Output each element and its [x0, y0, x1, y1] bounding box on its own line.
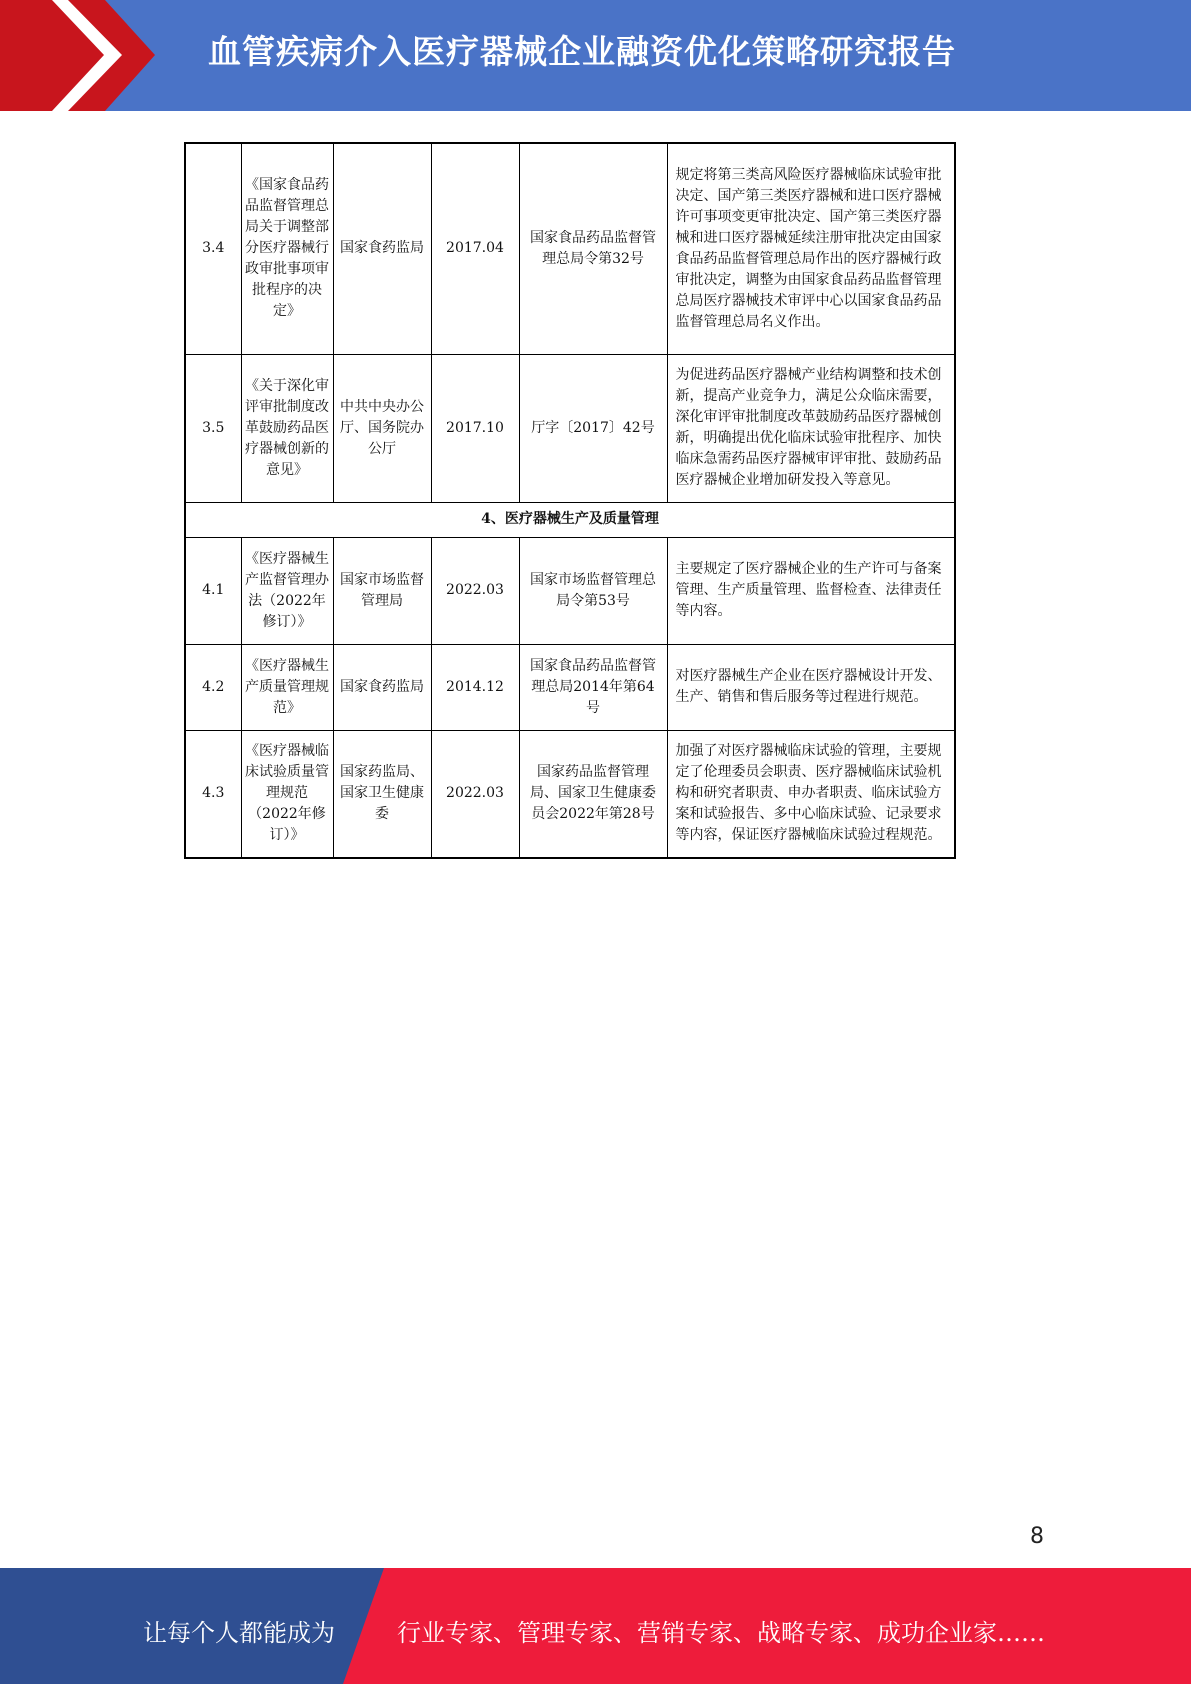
issuing-authority: 国家药监局、国家卫生健康委 — [333, 730, 431, 858]
header-arrow-decoration — [0, 0, 160, 111]
issuing-authority: 国家食药监局 — [333, 143, 431, 354]
issue-date: 2022.03 — [431, 537, 519, 644]
document-number: 国家食品药品监督管理总局2014年第64号 — [519, 644, 667, 730]
regulation-name: 《关于深化审评审批制度改革鼓励药品医疗器械创新的意见》 — [241, 354, 333, 502]
issue-date: 2017.10 — [431, 354, 519, 502]
issuing-authority: 国家市场监督管理局 — [333, 537, 431, 644]
issuing-authority: 国家食药监局 — [333, 644, 431, 730]
document-number: 厅字〔2017〕42号 — [519, 354, 667, 502]
row-number: 3.4 — [185, 143, 241, 354]
regulation-description: 为促进药品医疗器械产业结构调整和技术创新，提高产业竞争力，满足公众临床需要，深化审评审批制度改革鼓励药品医疗器械创新，明确提出优化临床试验审批程序、加快临床急需药品医疗器械审评审批、鼓励药品医疗器械企业增加研发投入等意见。 — [667, 354, 955, 502]
document-number: 国家市场监督管理总局令第53号 — [519, 537, 667, 644]
page-header — [0, 0, 1191, 111]
row-number: 4.2 — [185, 644, 241, 730]
table-row — [185, 354, 955, 502]
table-row — [185, 537, 955, 644]
regulation-description: 主要规定了医疗器械企业的生产许可与备案管理、生产质量管理、监督检查、法律责任等内容。 — [667, 537, 955, 644]
document-number: 国家食品药品监督管理总局令第32号 — [519, 143, 667, 354]
issue-date: 2017.04 — [431, 143, 519, 354]
table-row — [185, 644, 955, 730]
document-number: 国家药品监督管理局、国家卫生健康委员会2022年第28号 — [519, 730, 667, 858]
regulation-name: 《医疗器械生产监督管理办法（2022年修订）》 — [241, 537, 333, 644]
table-row — [185, 143, 955, 354]
regulation-table — [184, 142, 956, 859]
issuing-authority: 中共中央办公厅、国务院办公厅 — [333, 354, 431, 502]
issue-date: 2022.03 — [431, 730, 519, 858]
table-row — [185, 730, 955, 858]
section-title: 4、医疗器械生产及质量管理 — [185, 502, 955, 537]
section-header-row — [185, 502, 955, 537]
regulation-description: 规定将第三类高风险医疗器械临床试验审批决定、国产第三类医疗器械和进口医疗器械许可事项变更审批决定、国产第三类医疗器械和进口医疗器械延续注册审批决定由国家食品药品监督管理总局作出的医疗器械行政审批决定，调整为由国家食品药品监督管理总局医疗器械技术审评中心以国家食品药品监督管理总局名义作出。 — [667, 143, 955, 354]
regulation-name: 《国家食品药品监督管理总局关于调整部分医疗器械行政审批事项审批程序的决定》 — [241, 143, 333, 354]
row-number: 4.1 — [185, 537, 241, 644]
row-number: 3.5 — [185, 354, 241, 502]
issue-date: 2014.12 — [431, 644, 519, 730]
footer-slogan-left: 让每个人都能成为 — [143, 1619, 335, 1647]
page-number: 8 — [1030, 1524, 1044, 1549]
report-title: 血管疾病介入医疗器械企业融资优化策略研究报告 — [208, 32, 956, 71]
footer-slogan-right: 行业专家、管理专家、营销专家、战略专家、成功企业家…… — [397, 1619, 1045, 1647]
regulation-name: 《医疗器械生产质量管理规范》 — [241, 644, 333, 730]
regulation-description: 对医疗器械生产企业在医疗器械设计开发、生产、销售和售后服务等过程进行规范。 — [667, 644, 955, 730]
regulation-name: 《医疗器械临床试验质量管理规范（2022年修订）》 — [241, 730, 333, 858]
row-number: 4.3 — [185, 730, 241, 858]
regulation-description: 加强了对医疗器械临床试验的管理，主要规定了伦理委员会职责、医疗器械临床试验机构和研究者职责、申办者职责、临床试验方案和试验报告、多中心临床试验、记录要求等内容，保证医疗器械临床试验过程规范。 — [667, 730, 955, 858]
